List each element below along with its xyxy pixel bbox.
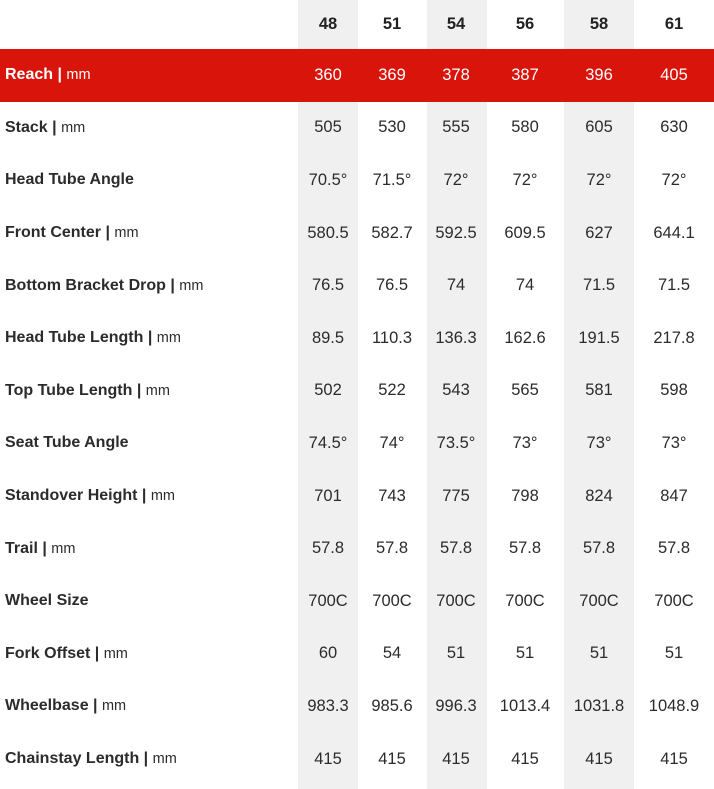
row-label-separator: | (143, 329, 157, 347)
table-cell: 378 (442, 65, 470, 84)
table-cell: 72° (661, 170, 687, 189)
table-cell: 985.6 (371, 696, 413, 715)
table-cell: 360 (314, 65, 342, 84)
table-cell: 847 (660, 486, 688, 505)
row-label-separator: | (88, 697, 102, 715)
row-label-name: Standover Height (5, 487, 138, 505)
table-cell: 582.7 (371, 223, 413, 242)
table-cell: 700C (654, 591, 694, 610)
table-cell: 72° (586, 170, 612, 189)
row-label (5, 417, 129, 470)
table-cell: 701 (314, 486, 342, 505)
table-cell: 54 (382, 644, 402, 663)
table-cell: 405 (660, 65, 688, 84)
table-row (0, 680, 714, 733)
table-cell: 543 (442, 381, 470, 400)
table-cell: 60 (318, 644, 338, 663)
row-label (5, 680, 126, 733)
table-cell: 522 (378, 381, 406, 400)
row-label-unit: mm (114, 225, 139, 242)
table-cell: 630 (660, 118, 688, 137)
table-cell: 775 (442, 486, 470, 505)
table-cell: 598 (660, 381, 688, 400)
table-row (0, 312, 714, 365)
table-cell: 700C (505, 591, 545, 610)
row-label-unit: mm (61, 119, 86, 136)
table-cell: 609.5 (504, 223, 546, 242)
row-label (5, 628, 128, 681)
table-cell: 581 (585, 381, 613, 400)
table-row (0, 417, 714, 470)
table-cell: 51 (515, 644, 535, 663)
table-cell: 71.5 (582, 276, 616, 295)
table-cell: 57.8 (508, 539, 542, 558)
row-label-separator: | (101, 224, 115, 242)
table-cell: 71.5 (657, 276, 691, 295)
table-cell: 700C (579, 591, 619, 610)
table-cell: 57.8 (582, 539, 616, 558)
size-header-56: 56 (515, 14, 535, 33)
table-cell: 70.5° (308, 170, 348, 189)
row-label-name: Head Tube Angle (5, 171, 134, 189)
row-label (5, 575, 89, 628)
row-label-unit: mm (150, 488, 176, 505)
table-cell: 700C (436, 591, 476, 610)
table-cell: 983.3 (307, 696, 349, 715)
table-row (0, 365, 714, 418)
row-label-separator: | (137, 487, 151, 505)
table-cell: 72° (443, 170, 469, 189)
row-label-name: Wheelbase (5, 697, 89, 715)
row-label-unit: mm (145, 382, 170, 399)
table-cell: 396 (585, 65, 613, 84)
table-cell: 74.5° (308, 433, 348, 452)
table-cell: 555 (442, 118, 470, 137)
row-label (5, 470, 175, 523)
table-row (0, 102, 714, 155)
table-cell: 74 (446, 276, 466, 295)
row-label (5, 312, 181, 365)
table-cell: 700C (308, 591, 348, 610)
size-header-51: 51 (382, 14, 402, 33)
table-cell: 76.5 (375, 276, 409, 295)
row-label (5, 259, 203, 312)
table-cell: 74° (379, 433, 405, 452)
table-cell: 415 (442, 749, 470, 768)
row-label (5, 207, 139, 260)
row-label-separator: | (53, 66, 67, 84)
table-cell: 73° (661, 433, 687, 452)
table-cell: 592.5 (435, 223, 477, 242)
table-cell: 700C (372, 591, 412, 610)
row-label-name: Fork Offset (5, 644, 91, 662)
row-label-name: Front Center (5, 224, 101, 242)
table-row (0, 49, 714, 102)
row-label (5, 154, 134, 207)
table-cell: 1048.9 (648, 696, 700, 715)
row-label-name: Reach (5, 66, 54, 84)
table-row (0, 470, 714, 523)
table-cell: 71.5° (372, 170, 412, 189)
row-label-unit: mm (66, 67, 91, 84)
table-cell: 415 (378, 749, 406, 768)
table-row (0, 575, 714, 628)
table-cell: 565 (511, 381, 539, 400)
table-row (0, 522, 714, 575)
table-cell: 74 (515, 276, 535, 295)
table-cell: 369 (378, 65, 406, 84)
row-label-name: Top Tube Length (5, 381, 133, 399)
table-row (0, 154, 714, 207)
size-header-48: 48 (318, 14, 338, 33)
row-label-separator: | (139, 750, 153, 768)
row-label-name: Head Tube Length (5, 329, 144, 347)
row-label-separator: | (90, 644, 104, 662)
row-label-name: Bottom Bracket Drop (5, 276, 166, 294)
row-label-unit: mm (103, 645, 128, 662)
table-cell: 57.8 (439, 539, 473, 558)
row-label-separator: | (165, 276, 180, 294)
row-label-name: Seat Tube Angle (5, 434, 129, 452)
table-cell: 505 (314, 118, 342, 137)
table-cell: 502 (314, 381, 342, 400)
table-cell: 57.8 (657, 539, 691, 558)
row-label-separator: | (132, 381, 146, 399)
table-cell: 415 (511, 749, 539, 768)
table-cell: 162.6 (504, 328, 546, 347)
table-cell: 51 (589, 644, 609, 663)
table-cell: 73.5° (436, 433, 476, 452)
row-label (5, 49, 91, 102)
table-cell: 415 (585, 749, 613, 768)
table-cell: 415 (314, 749, 342, 768)
table-cell: 72° (512, 170, 538, 189)
table-cell: 110.3 (371, 328, 413, 347)
row-label-unit: mm (156, 330, 181, 347)
table-cell: 89.5 (311, 328, 345, 347)
table-cell: 51 (446, 644, 466, 663)
row-label (5, 522, 75, 575)
table-row (0, 733, 714, 786)
table-cell: 530 (378, 118, 406, 137)
table-cell: 217.8 (653, 328, 695, 347)
row-label-unit: mm (152, 751, 177, 768)
table-row (0, 207, 714, 260)
table-row (0, 259, 714, 312)
row-label (5, 102, 85, 155)
table-cell: 824 (585, 486, 613, 505)
table-cell: 580 (511, 118, 539, 137)
table-cell: 73° (586, 433, 612, 452)
size-header-row (0, 0, 714, 48)
table-cell: 415 (660, 749, 688, 768)
row-label-name: Chainstay Length (5, 750, 140, 768)
table-cell: 798 (511, 486, 539, 505)
row-label-unit: mm (51, 540, 76, 557)
size-header-61: 61 (664, 14, 684, 33)
table-cell: 627 (585, 223, 613, 242)
row-label (5, 733, 177, 786)
table-cell: 73° (512, 433, 538, 452)
row-label-name: Trail (5, 539, 38, 557)
table-cell: 51 (664, 644, 684, 663)
table-cell: 743 (378, 486, 406, 505)
table-cell: 605 (585, 118, 613, 137)
size-header-58: 58 (589, 14, 609, 33)
table-cell: 76.5 (311, 276, 345, 295)
row-label-name: Wheel Size (5, 592, 89, 610)
table-cell: 1013.4 (499, 696, 551, 715)
table-cell: 1031.8 (573, 696, 625, 715)
table-cell: 136.3 (435, 328, 477, 347)
size-header-54: 54 (446, 14, 466, 33)
table-cell: 57.8 (375, 539, 409, 558)
row-label-unit: mm (179, 277, 204, 294)
table-cell: 996.3 (435, 696, 477, 715)
table-row (0, 628, 714, 681)
row-label-separator: | (37, 539, 52, 557)
row-label (5, 365, 170, 418)
row-label-separator: | (47, 118, 62, 136)
table-cell: 57.8 (311, 539, 345, 558)
table-cell: 387 (511, 65, 539, 84)
table-cell: 580.5 (307, 223, 349, 242)
table-cell: 644.1 (653, 223, 695, 242)
row-label-name: Stack (5, 118, 48, 136)
table-cell: 191.5 (578, 328, 620, 347)
row-label-unit: mm (101, 698, 127, 715)
